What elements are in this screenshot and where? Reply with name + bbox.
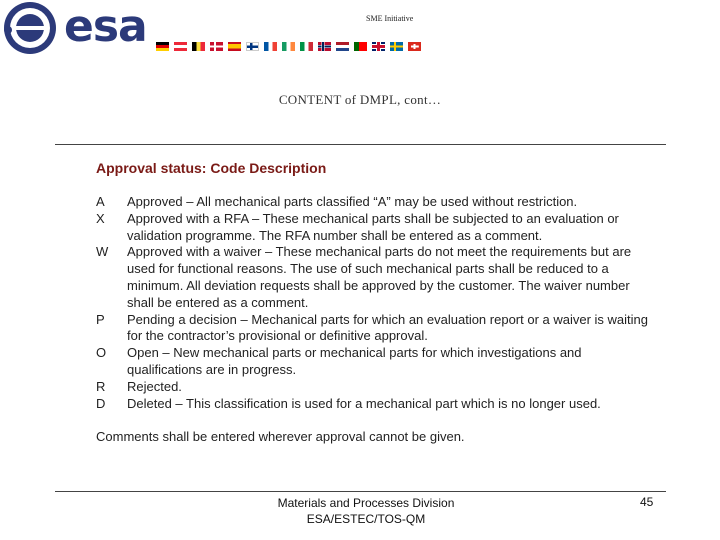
- list-item: [96, 396, 656, 413]
- approval-description: Approved with a RFA – These mechanical parts shall be subjected to an evaluation or validation programme. The RFA number shall be entered as a comment.: [127, 210, 619, 243]
- approval-code: O: [96, 345, 107, 361]
- approval-code: P: [96, 311, 105, 327]
- list-item: [96, 211, 656, 245]
- footer-division: Materials and Processes Division: [277, 496, 455, 510]
- flag-norway-icon: [318, 42, 331, 51]
- approval-code: D: [96, 395, 106, 411]
- flag-spain-icon: [228, 42, 241, 51]
- flag-finland-icon: [246, 42, 259, 51]
- member-state-flags: [156, 42, 421, 51]
- approval-code: R: [96, 378, 106, 394]
- approval-description: Deleted – This classification is used for a mechanical part which is no longer used.: [127, 395, 601, 411]
- list-item: [96, 244, 656, 311]
- flag-germany-icon: [156, 42, 169, 51]
- list-item: [96, 345, 656, 379]
- bottom-divider: [55, 491, 666, 492]
- approval-code: A: [96, 194, 105, 209]
- list-item: [96, 379, 656, 396]
- footer-department: ESA/ESTEC/TOS-QM: [306, 512, 426, 526]
- approval-description: Approved – All mechanical parts classified “A” may be used without restriction.: [127, 194, 578, 209]
- footer-credit: [246, 495, 486, 527]
- approval-code-list: [96, 194, 656, 412]
- slide-title: CONTENT of DMPL, cont…: [278, 92, 442, 107]
- sme-initiative-label: SME Initiative: [366, 14, 414, 23]
- top-divider: [55, 144, 666, 145]
- approval-description: Rejected.: [127, 378, 182, 394]
- flag-portugal-icon: [354, 42, 367, 51]
- flag-france-icon: [264, 42, 277, 51]
- flag-belgium-icon: [192, 42, 205, 51]
- page-number: 45: [640, 495, 654, 509]
- list-item: [96, 194, 656, 211]
- flag-italy-icon: [300, 42, 313, 51]
- flag-ireland-icon: [282, 42, 295, 51]
- comments-note: Comments shall be entered wherever approval cannot be given.: [96, 429, 465, 444]
- approval-code: W: [96, 244, 109, 260]
- approval-description: Open – New mechanical parts or mechanical parts for which investigations and qualifications are in progress.: [127, 345, 582, 377]
- flag-denmark-icon: [210, 42, 223, 51]
- esa-logo-text: esa: [64, 1, 147, 52]
- esa-logo-mark: [0, 0, 64, 58]
- list-item: [96, 312, 656, 346]
- approval-description: Approved with a waiver – These mechanical parts do not meet the requirements but are used for functional reasons. The use of such mechanical parts shall be reduced to a minimum. All deviation requests shall be approved by the customer. The waiver number shall be entered as a comment.: [127, 244, 632, 310]
- flag-netherlands-icon: [336, 42, 349, 51]
- flag-austria-icon: [174, 42, 187, 51]
- approval-description: Pending a decision – Mechanical parts for which an evaluation report or a waiver is waiting for the contractor’s provisional or definitive approval.: [127, 311, 649, 344]
- flag-switzerland-icon: [408, 42, 421, 51]
- approval-code: X: [96, 210, 105, 226]
- flag-sweden-icon: [390, 42, 403, 51]
- esa-logo: [0, 0, 160, 58]
- section-heading: Approval status: Code Description: [96, 160, 327, 176]
- flag-united-kingdom-icon: [372, 42, 385, 51]
